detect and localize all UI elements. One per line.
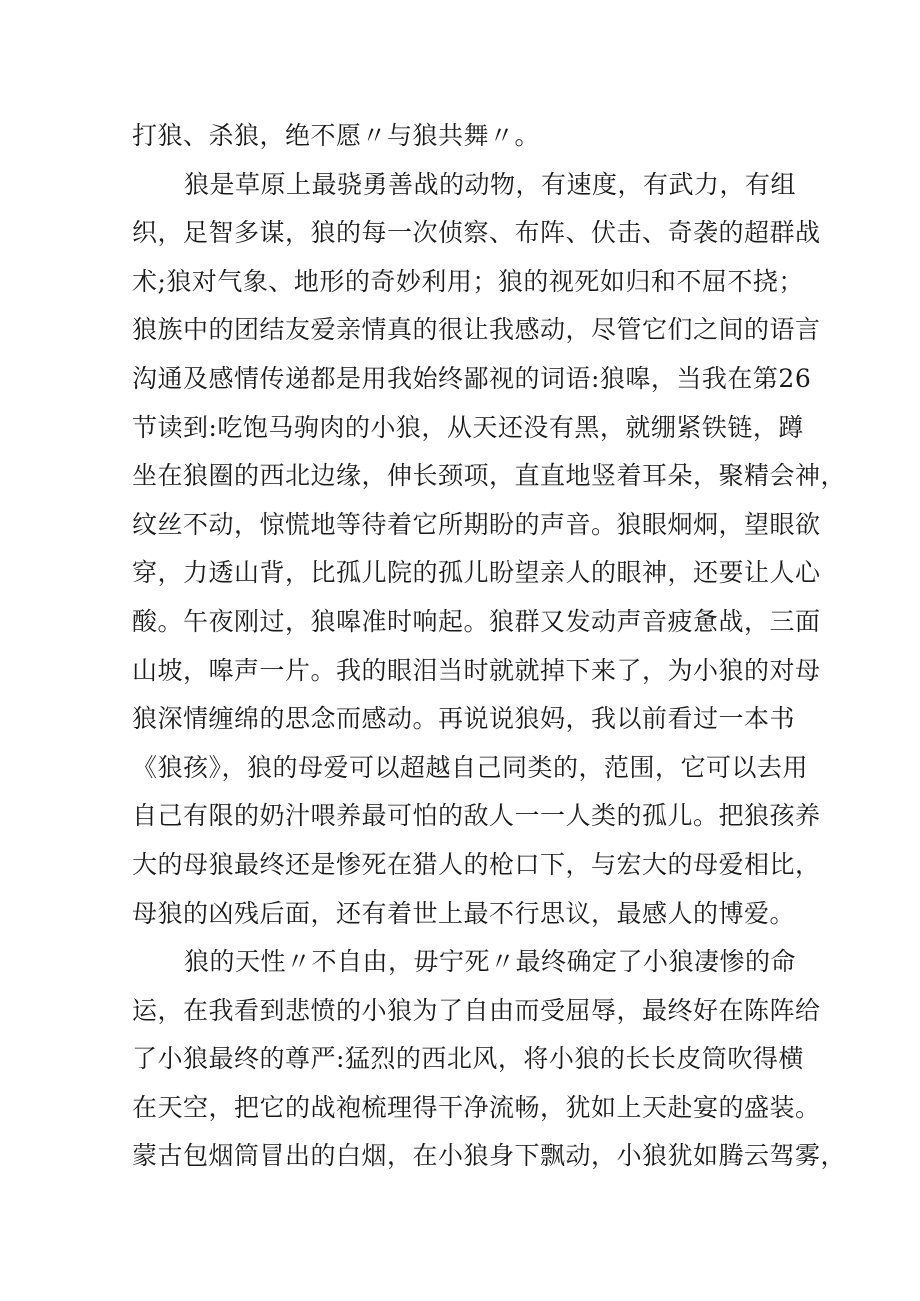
text-line: 蒙古包烟筒冒出的白烟，在小狼身下飘动，小狼犹如腾云驾雾， (132, 1141, 847, 1171)
text-line: 狼族中的团结友爱亲情真的很让我感动，尽管它们之间的语言 (132, 315, 821, 345)
text-line: 酸。午夜刚过，狼嗥准时响起。狼群又发动声音疲惫战，三面 (132, 606, 821, 636)
text-line: 节读到:吃饱马驹肉的小狼，从天还没有黑，就绷紧铁链，蹲 (132, 412, 804, 442)
text-line: 织，足智多谋，狼的每一次侦察、布阵、伏击、奇袭的超群战 (132, 218, 821, 248)
text-line: 母狼的凶残后面，还有着世上最不行思议，最感人的博爱。 (132, 898, 796, 928)
text-line: 了小狼最终的尊严:猛烈的西北风，将小狼的长长皮筒吹得横 (132, 1044, 804, 1074)
text-line: 运，在我看到悲愤的小狼为了自由而受屈辱，最终好在陈阵给 (132, 995, 821, 1025)
text-line: 打狼、杀狼，绝不愿〃与狼共舞〃。 (132, 121, 541, 150)
text-line: 大的母狼最终还是惨死在猎人的枪口下，与宏大的母爱相比， (132, 849, 821, 879)
text-line: 在天空，把它的战袍梳理得干净流畅，犹如上天赴宴的盛装。 (132, 1092, 821, 1122)
paragraph-first-line: 狼的天性〃不自由，毋宁死〃最终确定了小狼凄惨的命 (184, 947, 797, 977)
text-line: 自己有限的奶汁喂养最可怕的敌人一一人类的孤儿。把狼孩养 (132, 801, 821, 831)
text-line: 术;狼对气象、地形的奇妙利用；狼的视死如归和不屈不挠； (132, 266, 804, 296)
text-line: 狼深情缠绵的思念而感动。再说说狼妈，我以前看过一本书 (132, 704, 796, 734)
text-line: 穿，力透山背，比孤儿院的孤儿盼望亲人的眼神，还要让人心 (132, 558, 821, 588)
paragraph-first-line: 狼是草原上最骁勇善战的动物，有速度，有武力，有组 (184, 169, 797, 199)
text-line: 《狼孩》，狼的母爱可以超越自己同类的，范围，它可以去用 (132, 752, 809, 782)
text-line: 纹丝不动，惊慌地等待着它所期盼的声音。狼眼炯炯，望眼欲 (132, 509, 821, 539)
document-body (132, 112, 847, 1181)
text-line: 山坡，嗥声一片。我的眼泪当时就就掉下来了，为小狼的对母 (132, 655, 821, 685)
text-line: 坐在狼圈的西北边缘，伸长颈项，直直地竖着耳朵，聚精会神， (132, 461, 847, 491)
text-line: 沟通及感情传递都是用我始终鄙视的词语:狼嗥，当我在第26 (132, 363, 812, 393)
